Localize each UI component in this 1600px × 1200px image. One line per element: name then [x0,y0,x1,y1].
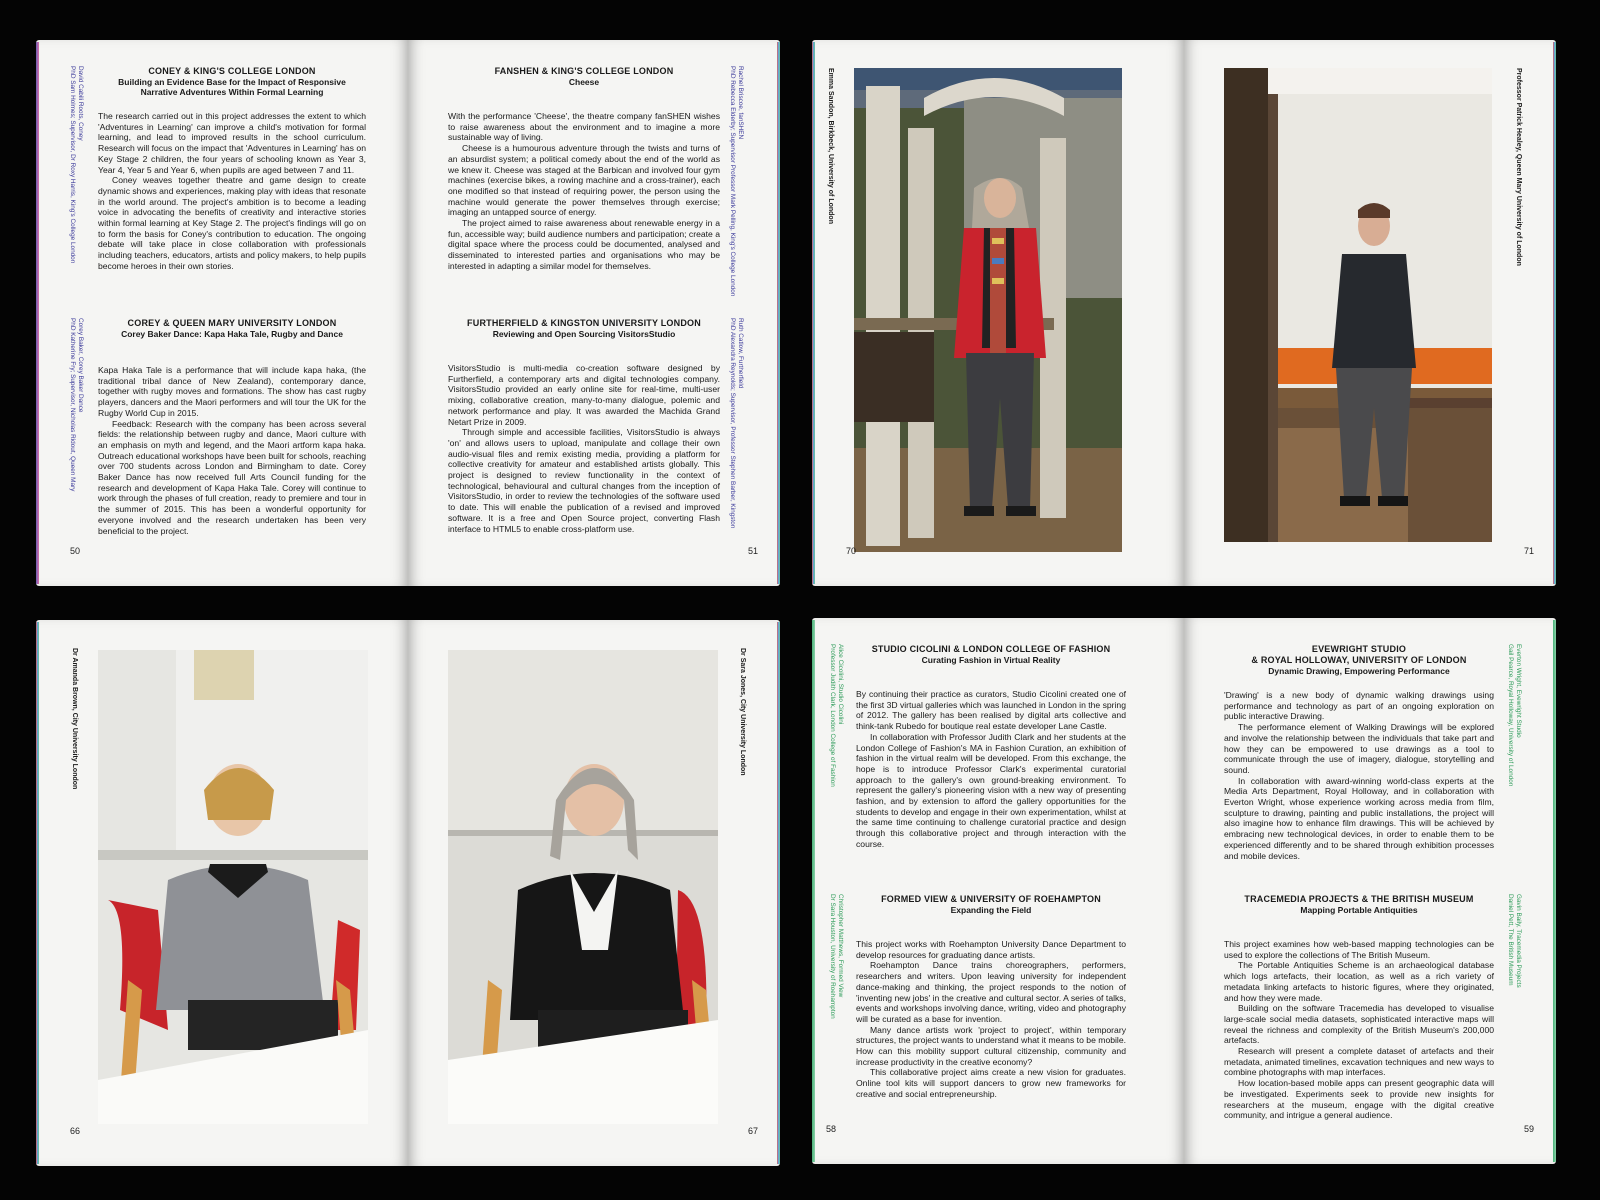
page-number: 51 [747,546,758,556]
article-title: CONEY & KING'S COLLEGE LONDON [148,66,316,76]
paragraph: 'Drawing' is a new body of dynamic walking drawings using performance and technology as part of an ongoing exploration on public interactive Drawing. [1224,690,1494,722]
page-edge [812,42,815,584]
photo-caption: Dr Sara Jones, City University London [739,648,746,776]
article-furtherfield-kingston [448,318,720,534]
page-number: 59 [1523,1124,1534,1134]
credit-studio-cicolini: Alice Cicolini, Studio Cicolini Professor Judith Clark, London College of Fashion [829,644,844,787]
article-corey-qmul [98,318,366,536]
photo-caption: Dr Amanda Brown, City University London [71,648,78,790]
paragraph: This project examines how web-based mapping technologies can be used to explore the collections of The British Museum. [1224,939,1494,960]
page-71 [1184,40,1556,586]
paragraph: Roehampton Dance trains choreographers, performers, researchers and writers. Upon leaving university for independent dance-making and thinking, the project responds to the notion of 'inventing new jobs' in the creative and cultural sector. A series of talks, events and workshops involving dance, writing, video and photography will be curated as a base for invention. [856,960,1126,1024]
article-studio-cicolini [856,644,1126,850]
credit-furtherfield: Ruth Catlow, Furtherfield PhD Alexandra Reynolds; Supervisor, Professor Stephen Barber, Kingston [729,318,744,529]
paragraph: Kapa Haka Tale is a performance that will include kapa haka, (the traditional tribal dance of New Zealand), contemporary dance, together with rugby moves and formations. The show has cast rugby players, dancers and the Maori performers and will tour the UK for the Rugby World Cup in 2015. [98,365,366,418]
page-edge [36,622,39,1164]
page-66 [36,620,408,1166]
paragraph: Research will present a complete dataset of artefacts and their metadata, animated timelines, excavation techniques and new ways to combine photographs with map interfaces. [1224,1046,1494,1078]
article-formed-view [856,894,1126,1100]
page-58 [812,618,1184,1164]
article-subtitle: Corey Baker Dance: Kapa Haka Tale, Rugby and Dance [121,329,343,339]
page-number: 67 [747,1126,758,1136]
page-edge [777,622,780,1164]
spread-pages-50-51 [36,40,780,586]
photo-caption: Professor Patrick Healey, Queen Mary University of London [1515,68,1522,266]
article-coney-kings [98,66,366,272]
paragraph: VisitorsStudio is multi-media co-creation software designed by Furtherfield, a contemporary arts and digital technologies company. VisitorsStudio provided an early online site for real-time, multi-user mixing, collaborative creation, many-to-many dialogue, polemic and network performance and play. It was awarded the Machida Grand Netart Prize in 2009. [448,363,720,427]
paragraph: With the performance 'Cheese', the theatre company fanSHEN wishes to raise awareness about the environment and to imagine a more sustainable way of living. [448,111,720,143]
page-59 [1184,618,1556,1164]
article-subtitle: Expanding the Field [950,905,1032,915]
page-edge [812,620,815,1162]
paragraph: Many dance artists work 'project to project', within temporary structures, the project wants to understand what it means to be mobile. How can this mobility support cultural citizenship, community and increase productivity in the creative economy? [856,1024,1126,1067]
paragraph: In collaboration with Professor Judith Clark and her students at the London College of Fashion's MA in Fashion Curation, an exhibition of fashion in the virtual realm will be developed. From this exchange, the hope is to introduce Professor Clark's experimental curatorial approach to the gallery's own ground-breaking environment. To represent the gallery's pioneering vision with a new way of presenting fashion, and by extension to afford the gallery opportunities for the students to develop and engage in their own experimentation, whilst at the same time continuing to challenge curatorial practice and design through this collaborative project and through interaction with the course. [856,731,1126,849]
photo-caption: Emma Sandon, Birkbeck, University of London [827,68,834,224]
page-number: 50 [70,546,81,556]
article-title: & ROYAL HOLLOWAY, UNIVERSITY OF LONDON [1251,655,1467,665]
article-subtitle: Mapping Portable Antiquities [1300,905,1418,915]
spread-pages-66-67 [36,620,780,1166]
page-edge [777,42,780,584]
paragraph: This collaborative project aims create a new vision for graduates. Online tool kits will support dancers to grow new frameworks for creative and social entrepreneurship. [856,1067,1126,1099]
credit-fanshen: Rachel Briscoe, fanSHEN PhD Rebecca Elderby; Supervisor Professor Mark Pelling, King's College London [729,66,744,297]
page-67 [408,620,780,1166]
page-51 [408,40,780,586]
article-title: FANSHEN & KING'S COLLEGE LONDON [494,66,674,76]
credit-corey: Corey Baker, Corey Baker Dance PhD Katherine Fry; Supervisor, Nicholas Ridout, Queen Mary [69,318,84,492]
credit-evewright: Everton Wright, Evewright Studio Gail Pearce, Royal Holloway, University of London [1507,644,1522,787]
article-subtitle: Dynamic Drawing, Empowering Performance [1268,666,1450,676]
page-edge [1553,42,1556,584]
paragraph: The research carried out in this project addresses the extent to which 'Adventures in Learning' can improve a child's motivation for formal learning, and lead to improved results in the school curriculum. Research will focus on the impact that 'Adventures in Learning' has on Key Stage 2 children, the four years of schooling known as Year 3, Year 4, Year 5 and Year 6, when pupils are aged between 7 and 11. [98,111,366,175]
paragraph: How location-based mobile apps can present geographic data will be investigated. Experiments seek to provide new insights for researchers at the museum, engage with the digital creative community, and intrigue a general audience. [1224,1078,1494,1121]
article-title: STUDIO CICOLINI & LONDON COLLEGE OF FASHION [871,644,1111,654]
credit-coney: David Cabili Roots, Coney PhD Sam Holmes; Supervisor, Dr Roxy Harris, King's College London [69,66,84,264]
paragraph: The performance element of Walking Drawings will be explored and involve the relationship between the individuals that take part and how they can be empowered to use drawings as a tool to communicate through the use of imagery, dialogue, storytelling and sound. [1224,722,1494,775]
paragraph: Feedback: Research with the company has been across several fields: the relationship between rugby and dance, Maori culture with an emphasis on myth and legend, and the Maori artform kapa haka. Outreach educational workshops have been built for schools, reaching over 700 students across London and Birmingham to date. Corey Baker Dance has now received full Arts Council funding for the research and development of Kapa Haka Tale. Corey will continue to work through the phases of full creation, ready to premiere and tour in the summer of 2015. This has been a wonderful opportunity for everyone involved and the research undertaken has been very beneficial to the project. [98,418,366,536]
paragraph: Through simple and accessible facilities, VisitorsStudio is always 'on' and allows users to upload, manipulate and collage their own audio-visual files and remix existing media, providing a platform for collective creativity for amateur and established artists globally. This project is designed to review functionality in the context of technological, behavioural and cultural changes from the inception of VisitorsStudio, in order to review the technologies of the software used to date. This will enable the publication of a revised and improved software. It is a free and Open Source project, converting Flash interface to HTML5 to enable cross-platform use. [448,427,720,534]
paragraph: By continuing their practice as curators, Studio Cicolini created one of the first 3D virtual galleries which was launched in London in the spring of 2012. The gallery has been realised by digital arts collective and think-tank Rubedo for boutique real estate developer Lane Castle. [856,689,1126,732]
credit-tracemedia: Gavin Baily, Tracemedia Projects Daniel Pett, The British Museum [1507,894,1522,988]
paragraph: Building on the software Tracemedia has developed to visualise large-scale social media datasets, sophisticated interactive maps will reveal the richness and complexity of the British Museum's 200,000 artefacts. [1224,1003,1494,1046]
article-title: EVEWRIGHT STUDIO [1311,644,1407,654]
spread-pages-70-71 [812,40,1556,586]
paragraph: In collaboration with award-winning world-class experts at the Media Arts Department, Royal Holloway, and in collaboration with Everton Wright, whose experience working across media from film, sculpture to drawing, painting and public installations, the project will also imagine how to enhance film drawings. This will be achieved by embracing new technological devices, in order to enable them to be experienced differently and to be shared through exhibition processes and mobile devices. [1224,775,1494,861]
page-number: 70 [846,546,857,556]
portrait-photo-woman-gazebo [854,68,1122,552]
page-70 [812,40,1184,586]
article-title: COREY & QUEEN MARY UNIVERSITY LONDON [127,318,337,328]
page-50 [36,40,408,586]
article-subtitle: Building an Evidence Base for the Impact of Responsive [118,77,346,87]
article-title: TRACEMEDIA PROJECTS & THE BRITISH MUSEUM [1244,894,1474,904]
page-edge [36,42,39,584]
paragraph: Cheese is a humourous adventure through the twists and turns of an absurdist system; a political comedy about the end of the world as we knew it. Cheese was staged at the Barbican and involved four gym machines (exercise bikes, a rowing machine and a cross-trainer), each one modified so that instead of requiring power, the person using the machine would generate the power themselves through exercise; imaging an untapped source of energy. [448,143,720,218]
page-edge [1553,620,1556,1162]
article-evewright-royal-holloway [1224,644,1494,861]
article-title: FURTHERFIELD & KINGSTON UNIVERSITY LONDON [467,318,701,328]
page-number: 66 [70,1126,81,1136]
paragraph: The project aimed to raise awareness about renewable energy in a fun, accessible way; build audience numbers and participation; create a digital space where the process could be documented, analysed and disseminated to interested parties and organisations who may be interested in adapting a similar model for themselves. [448,218,720,271]
article-tracemedia-british-museum [1224,894,1494,1121]
page-number: 71 [1523,546,1534,556]
paragraph: The Portable Antiquities Scheme is an archaeological database which logs artefacts, their location, as well as a rich variety of metadata linking artefacts to historic figures, where they originated, and how they were made. [1224,960,1494,1003]
article-fanshen-kings [448,66,720,272]
spread-pages-58-59 [812,618,1556,1164]
portrait-photo-woman-red-chair [98,650,368,1124]
article-subtitle: Narrative Adventures Within Formal Learning [140,87,324,97]
paragraph: This project works with Roehampton University Dance Department to develop resources for graduating dance artists. [856,939,1126,960]
portrait-photo-woman-black-cardigan [448,650,718,1124]
credit-formed-view: Christopher Matthews, Formed View Dr Sara Houston, University of Roehampton [829,894,844,1019]
article-subtitle: Cheese [568,77,600,87]
article-subtitle: Curating Fashion in Virtual Reality [921,655,1061,665]
portrait-photo-man-bench [1224,68,1492,542]
paragraph: Coney weaves together theatre and game design to create dynamic shows and experiences, making play with ideas that resonate in the world around. The project's ambition is to become a leading voice in advocating the benefits of creativity and interactive stories within formal learning at Key Stage 2. The project's findings will go on to form the basis for Coney's contribution to education. The ongoing debate will take place in close collaboration with professionals including teachers, educators, artists and policy makers, to help pupils become heroes in their own stories. [98,175,366,271]
article-subtitle: Reviewing and Open Sourcing VisitorsStudio [492,329,676,339]
article-title: FORMED VIEW & UNIVERSITY OF ROEHAMPTON [881,894,1101,904]
page-number: 58 [826,1124,837,1134]
